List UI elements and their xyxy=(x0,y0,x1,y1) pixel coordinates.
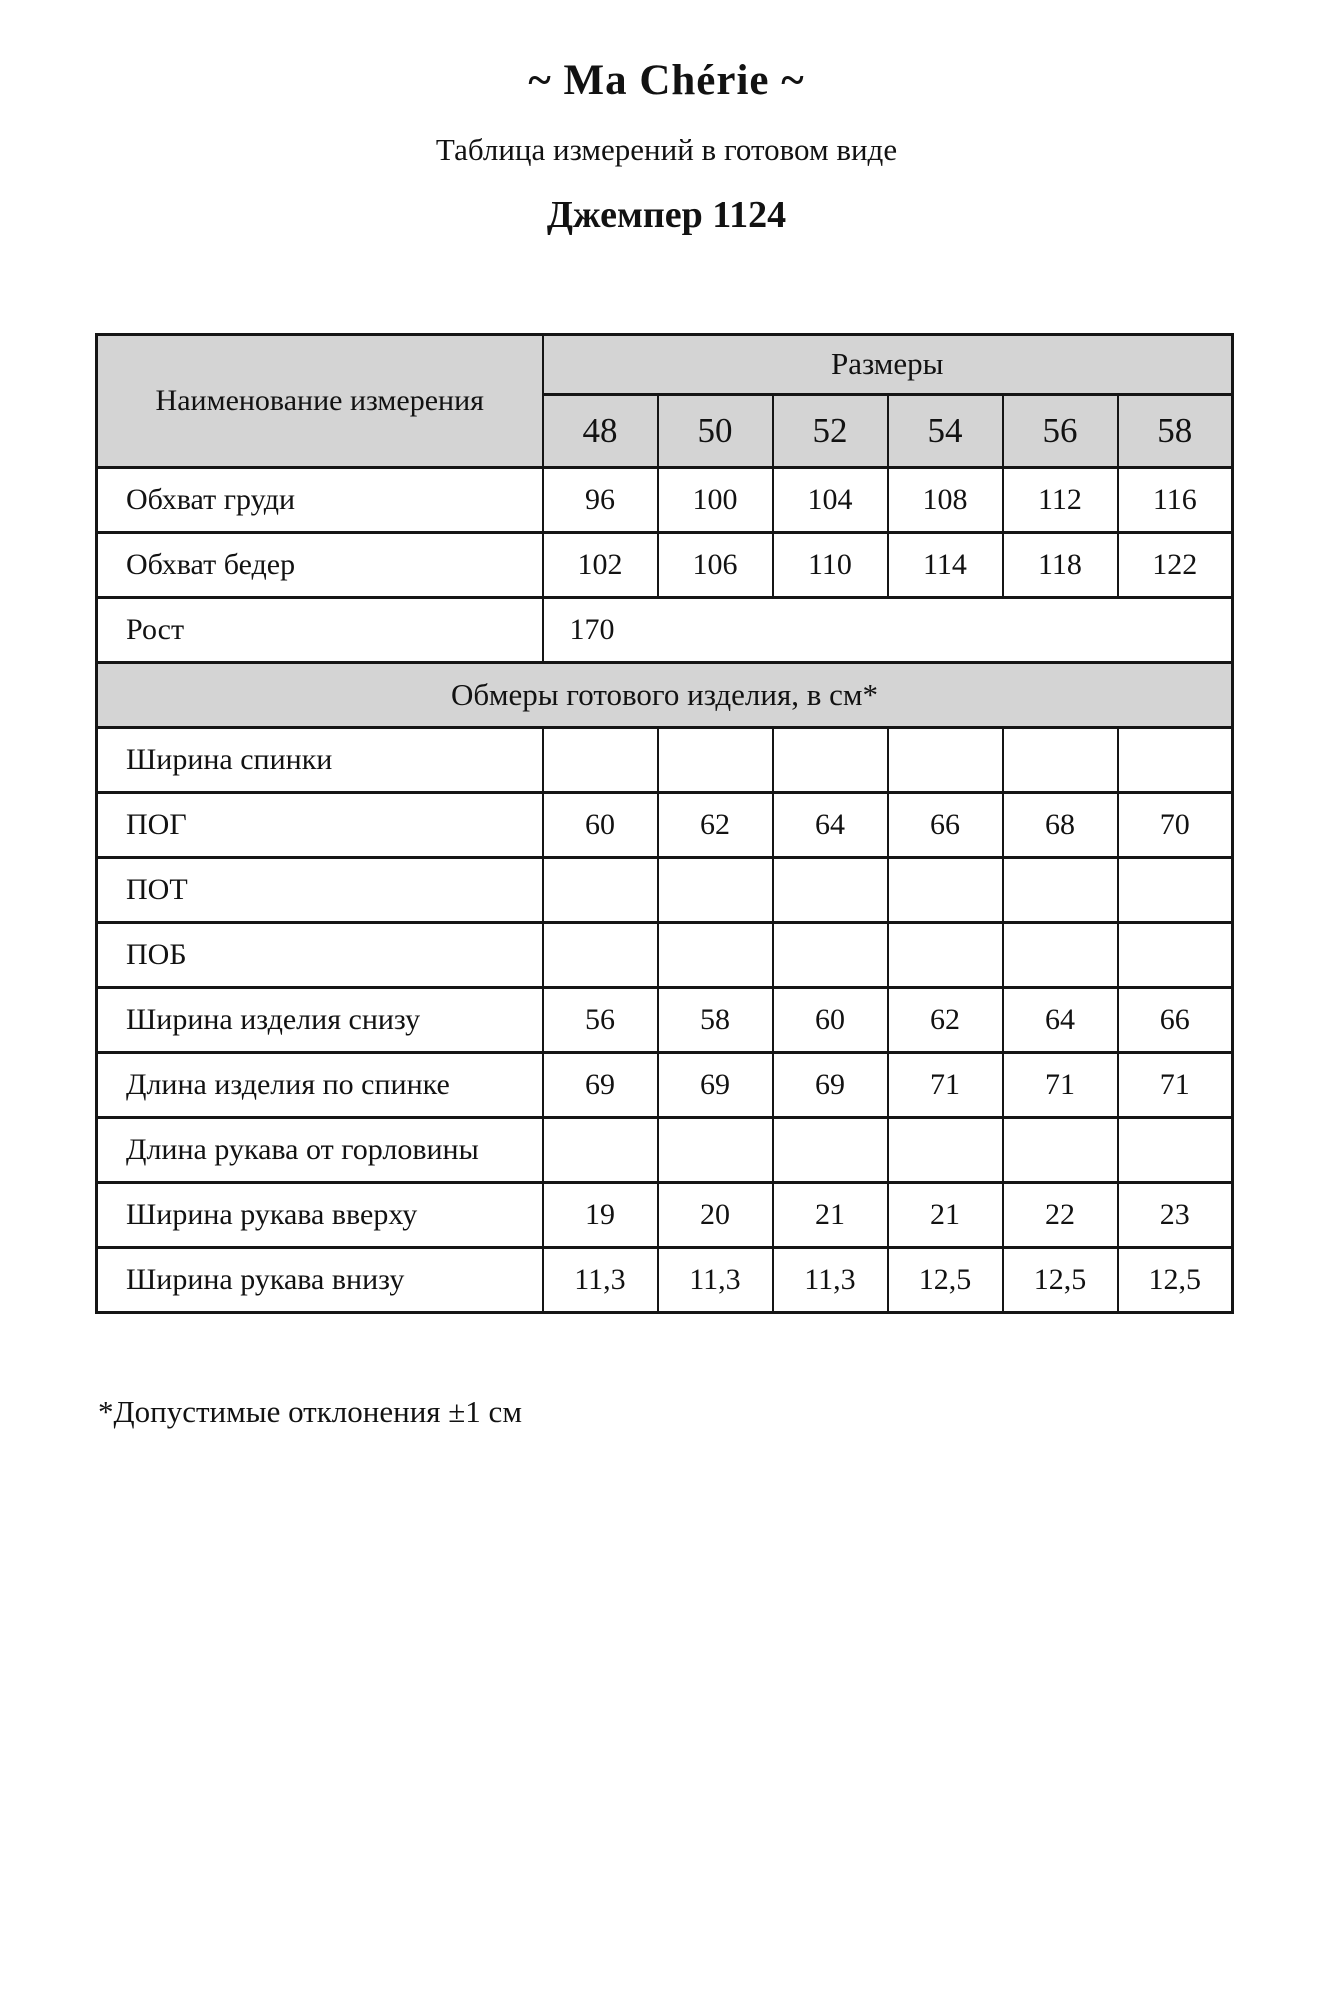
size-header-cell: 54 xyxy=(888,394,1003,467)
table-row xyxy=(97,597,1233,662)
value-cell: 100 xyxy=(658,467,773,532)
table-row xyxy=(97,1182,1233,1247)
value-cell: 62 xyxy=(888,987,1003,1052)
value-cell: 112 xyxy=(1003,467,1118,532)
value-cell xyxy=(543,1117,658,1182)
value-cell: 106 xyxy=(658,532,773,597)
merged-value-cell: 170 xyxy=(543,597,1233,662)
value-cell: 71 xyxy=(1003,1052,1118,1117)
value-cell xyxy=(658,727,773,792)
product-title: Джемпер 1124 xyxy=(546,194,787,237)
value-cell: 12,5 xyxy=(1003,1247,1118,1312)
value-cell: 21 xyxy=(773,1182,888,1247)
table-row xyxy=(97,922,1233,987)
row-label-cell: Ширина рукава вверху xyxy=(97,1182,543,1247)
value-cell: 56 xyxy=(543,987,658,1052)
value-cell xyxy=(658,1117,773,1182)
value-cell: 122 xyxy=(1118,532,1233,597)
value-cell: 71 xyxy=(888,1052,1003,1117)
name-column-header-cell: Наименование измерения xyxy=(97,334,543,467)
value-cell: 108 xyxy=(888,467,1003,532)
value-cell xyxy=(1118,727,1233,792)
header-row-sizes-group xyxy=(97,334,1233,394)
value-cell xyxy=(773,727,888,792)
value-cell: 20 xyxy=(658,1182,773,1247)
value-cell xyxy=(888,1117,1003,1182)
value-cell xyxy=(1003,1117,1118,1182)
value-cell xyxy=(888,857,1003,922)
table-row xyxy=(97,857,1233,922)
size-header-cell: 56 xyxy=(1003,394,1118,467)
value-cell xyxy=(773,857,888,922)
row-label-cell: ПОБ xyxy=(97,922,543,987)
value-cell: 62 xyxy=(658,792,773,857)
row-label-cell: Рост xyxy=(97,597,543,662)
value-cell: 66 xyxy=(888,792,1003,857)
value-cell: 60 xyxy=(543,792,658,857)
size-chart-table xyxy=(95,333,1234,1314)
tolerance-footnote: *Допустимые отклонения ±1 см xyxy=(98,1393,522,1429)
value-cell: 70 xyxy=(1118,792,1233,857)
value-cell: 118 xyxy=(1003,532,1118,597)
table-row xyxy=(97,727,1233,792)
value-cell: 69 xyxy=(543,1052,658,1117)
row-label-cell: ПОГ xyxy=(97,792,543,857)
value-cell: 102 xyxy=(543,532,658,597)
value-cell: 12,5 xyxy=(1118,1247,1233,1312)
value-cell: 11,3 xyxy=(543,1247,658,1312)
value-cell: 23 xyxy=(1118,1182,1233,1247)
table-row xyxy=(97,1052,1233,1117)
value-cell xyxy=(773,922,888,987)
value-cell: 68 xyxy=(1003,792,1118,857)
value-cell: 110 xyxy=(773,532,888,597)
table-row xyxy=(97,1247,1233,1312)
table-row xyxy=(97,467,1233,532)
value-cell xyxy=(658,922,773,987)
value-cell: 66 xyxy=(1118,987,1233,1052)
brand-title: ~ Ma Chérie ~ xyxy=(528,57,805,104)
row-label-cell: Обхват груди xyxy=(97,467,543,532)
table-row xyxy=(97,792,1233,857)
value-cell xyxy=(773,1117,888,1182)
value-cell xyxy=(1003,857,1118,922)
value-cell: 114 xyxy=(888,532,1003,597)
value-cell xyxy=(658,857,773,922)
row-label-cell: Ширина изделия снизу xyxy=(97,987,543,1052)
value-cell: 12,5 xyxy=(888,1247,1003,1312)
value-cell: 60 xyxy=(773,987,888,1052)
value-cell xyxy=(543,727,658,792)
row-label-cell: Длина изделия по спинке xyxy=(97,1052,543,1117)
value-cell: 58 xyxy=(658,987,773,1052)
value-cell: 11,3 xyxy=(773,1247,888,1312)
value-cell: 96 xyxy=(543,467,658,532)
value-cell: 104 xyxy=(773,467,888,532)
measurement-table-subtitle: Таблица измерений в готовом виде xyxy=(435,132,898,168)
value-cell xyxy=(1118,857,1233,922)
table-row xyxy=(97,532,1233,597)
table-row xyxy=(97,987,1233,1052)
value-cell xyxy=(1118,1117,1233,1182)
value-cell xyxy=(1003,922,1118,987)
row-label-cell: Ширина спинки xyxy=(97,727,543,792)
value-cell: 116 xyxy=(1118,467,1233,532)
value-cell: 11,3 xyxy=(658,1247,773,1312)
value-cell xyxy=(543,857,658,922)
value-cell: 64 xyxy=(1003,987,1118,1052)
value-cell xyxy=(1003,727,1118,792)
value-cell xyxy=(888,727,1003,792)
sizes-group-header-cell: Размеры xyxy=(543,334,1233,394)
value-cell xyxy=(1118,922,1233,987)
size-header-cell: 48 xyxy=(543,394,658,467)
table-row xyxy=(97,1117,1233,1182)
row-label-cell: Длина рукава от горловины xyxy=(97,1117,543,1182)
row-label-cell: Ширина рукава внизу xyxy=(97,1247,543,1312)
row-label-cell: ПОТ xyxy=(97,857,543,922)
value-cell: 69 xyxy=(773,1052,888,1117)
value-cell: 21 xyxy=(888,1182,1003,1247)
value-cell: 22 xyxy=(1003,1182,1118,1247)
size-header-cell: 50 xyxy=(658,394,773,467)
value-cell: 64 xyxy=(773,792,888,857)
section-header-cell: Обмеры готового изделия, в см* xyxy=(97,662,1233,727)
size-header-cell: 52 xyxy=(773,394,888,467)
size-header-cell: 58 xyxy=(1118,394,1233,467)
value-cell xyxy=(888,922,1003,987)
value-cell: 71 xyxy=(1118,1052,1233,1117)
row-label-cell: Обхват бедер xyxy=(97,532,543,597)
section-header-row xyxy=(97,662,1233,727)
value-cell: 19 xyxy=(543,1182,658,1247)
value-cell xyxy=(543,922,658,987)
value-cell: 69 xyxy=(658,1052,773,1117)
size-chart-header xyxy=(97,334,1233,467)
size-chart-body xyxy=(97,467,1233,1312)
